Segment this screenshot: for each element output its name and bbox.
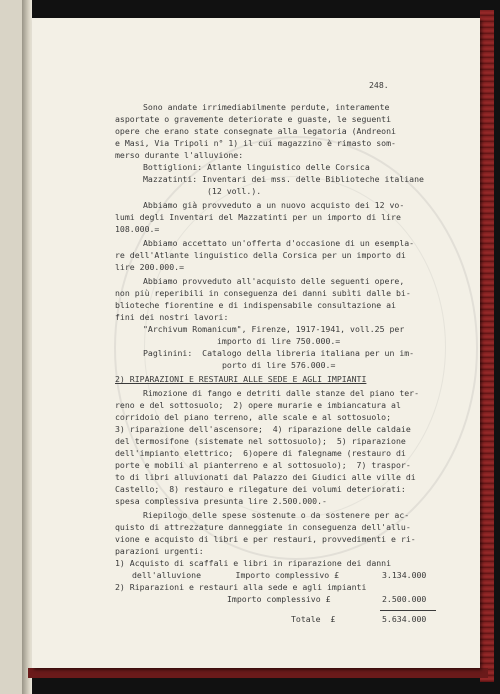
text-line: vione e acquisto di libri e per restauri, provvedimenti e ri- <box>115 534 416 544</box>
text-line: reno e del sottosuolo; 2) opere murarie e imbiancatura al <box>115 400 401 410</box>
text-line: spesa complessiva presunta lire 2.500.000.- <box>115 496 327 506</box>
text-line: importo di lire 750.000.= <box>217 336 341 346</box>
text-line: dell'impianto elettrico; 6)opere di falegname (restauro di <box>115 448 406 458</box>
page-number: 248. <box>369 80 389 90</box>
text-line: opere che erano state consegnate alla legatoria (Andreoni <box>115 126 396 136</box>
summary-label: dell'alluvione Importo complessivo £ <box>132 570 340 580</box>
book-spine <box>22 0 32 694</box>
amount-riparazioni: 2.500.000 <box>382 594 427 604</box>
text-line: Castello; 8) restauro e rilegature dei volumi deteriorati: <box>115 484 406 494</box>
text-line: porte e mobili al pianterreno e al sottosuolo); 7) traspor- <box>115 460 411 470</box>
text-line: Mazzatinti: Inventari dei mss. delle Biblioteche italiane <box>143 174 424 184</box>
text-line: del termosifone (sistemate nel sottosuolo); 5) riparazione <box>115 436 406 446</box>
text-line: Sono andate irrimediabilmente perdute, interamente <box>143 102 390 112</box>
text-line: lire 200.000.= <box>115 262 185 272</box>
section-heading: 2) RIPARAZIONI E RESTAURI ALLE SEDE E AGLI IMPIANTI <box>115 374 367 384</box>
text-line: to di libri alluvionati dal Palazzo dei Giudici alle ville di <box>115 472 416 482</box>
text-line: (12 voll.). <box>207 186 262 196</box>
text-line: blioteche fiorentine e di indispensabile consultazione ai <box>115 300 396 310</box>
summary-label: Importo complessivo £ <box>227 594 331 604</box>
text-line: Bottiglioni: Atlante linguistico delle Corsica <box>143 162 370 172</box>
amount-acquisti: 3.134.000 <box>382 570 427 580</box>
total-rule <box>380 610 436 611</box>
text-line: 108.000.= <box>115 224 160 234</box>
text-line: e Masi, Via Tripoli n° 1) il cui magazzino è rimasto som- <box>115 138 396 148</box>
text-line: 3) riparazione dell'ascensore; 4) riparazione delle caldaie <box>115 424 411 434</box>
text-line: porto di lire 576.000.= <box>222 360 336 370</box>
book-cover-bottom <box>28 668 488 678</box>
text-line: re dell'Atlante linguistico della Corsica per un importo di <box>115 250 406 260</box>
text-line: fini dei nostri lavori: <box>115 312 229 322</box>
book-cover-edge <box>480 10 494 682</box>
text-line: merso durante l'alluvione: <box>115 150 244 160</box>
text-line: 2) Riparazioni e restauri alla sede e agli impianti <box>115 582 367 592</box>
text-line: non più reperibili in conseguenza dei danni subìti dalle bi- <box>115 288 411 298</box>
text-line: corridoio del piano terreno, alle scale e al sottosuolo; <box>115 412 392 422</box>
amount-totale: 5.634.000 <box>382 614 427 624</box>
text-line: Rimozione di fango e detriti dalle stanze del piano ter- <box>143 388 420 398</box>
text-line: Riepilogo delle spese sostenute o da sostenere per ac- <box>143 510 410 520</box>
total-label: Totale £ <box>291 614 336 624</box>
book-left-edge <box>0 0 22 694</box>
document-page <box>32 18 480 668</box>
text-line: Abbiamo già provveduto a un nuovo acquisto dei 12 vo- <box>143 200 405 210</box>
text-line: Abbiamo accettato un'offerta d'occasione di un esempla- <box>143 238 415 248</box>
text-line: lumi degli Inventari del Mazzatinti per un importo di lire <box>115 212 401 222</box>
text-line: asportate o gravemente deteriorate e guaste, le seguenti <box>115 114 392 124</box>
text-line: Abbiamo provveduto all'acquisto delle seguenti opere, <box>143 276 405 286</box>
text-line: quisto di attrezzature danneggiate in conseguenza dell'allu- <box>115 522 411 532</box>
text-line: parazioni urgenti: <box>115 546 204 556</box>
text-line: 1) Acquisto di scaffali e libri in riparazione dei danni <box>115 558 392 568</box>
text-line: Paglinini: Catalogo della libreria italiana per un im- <box>143 348 415 358</box>
text-line: "Archivum Romanicum", Firenze, 1917-1941, voll.25 per <box>143 324 405 334</box>
